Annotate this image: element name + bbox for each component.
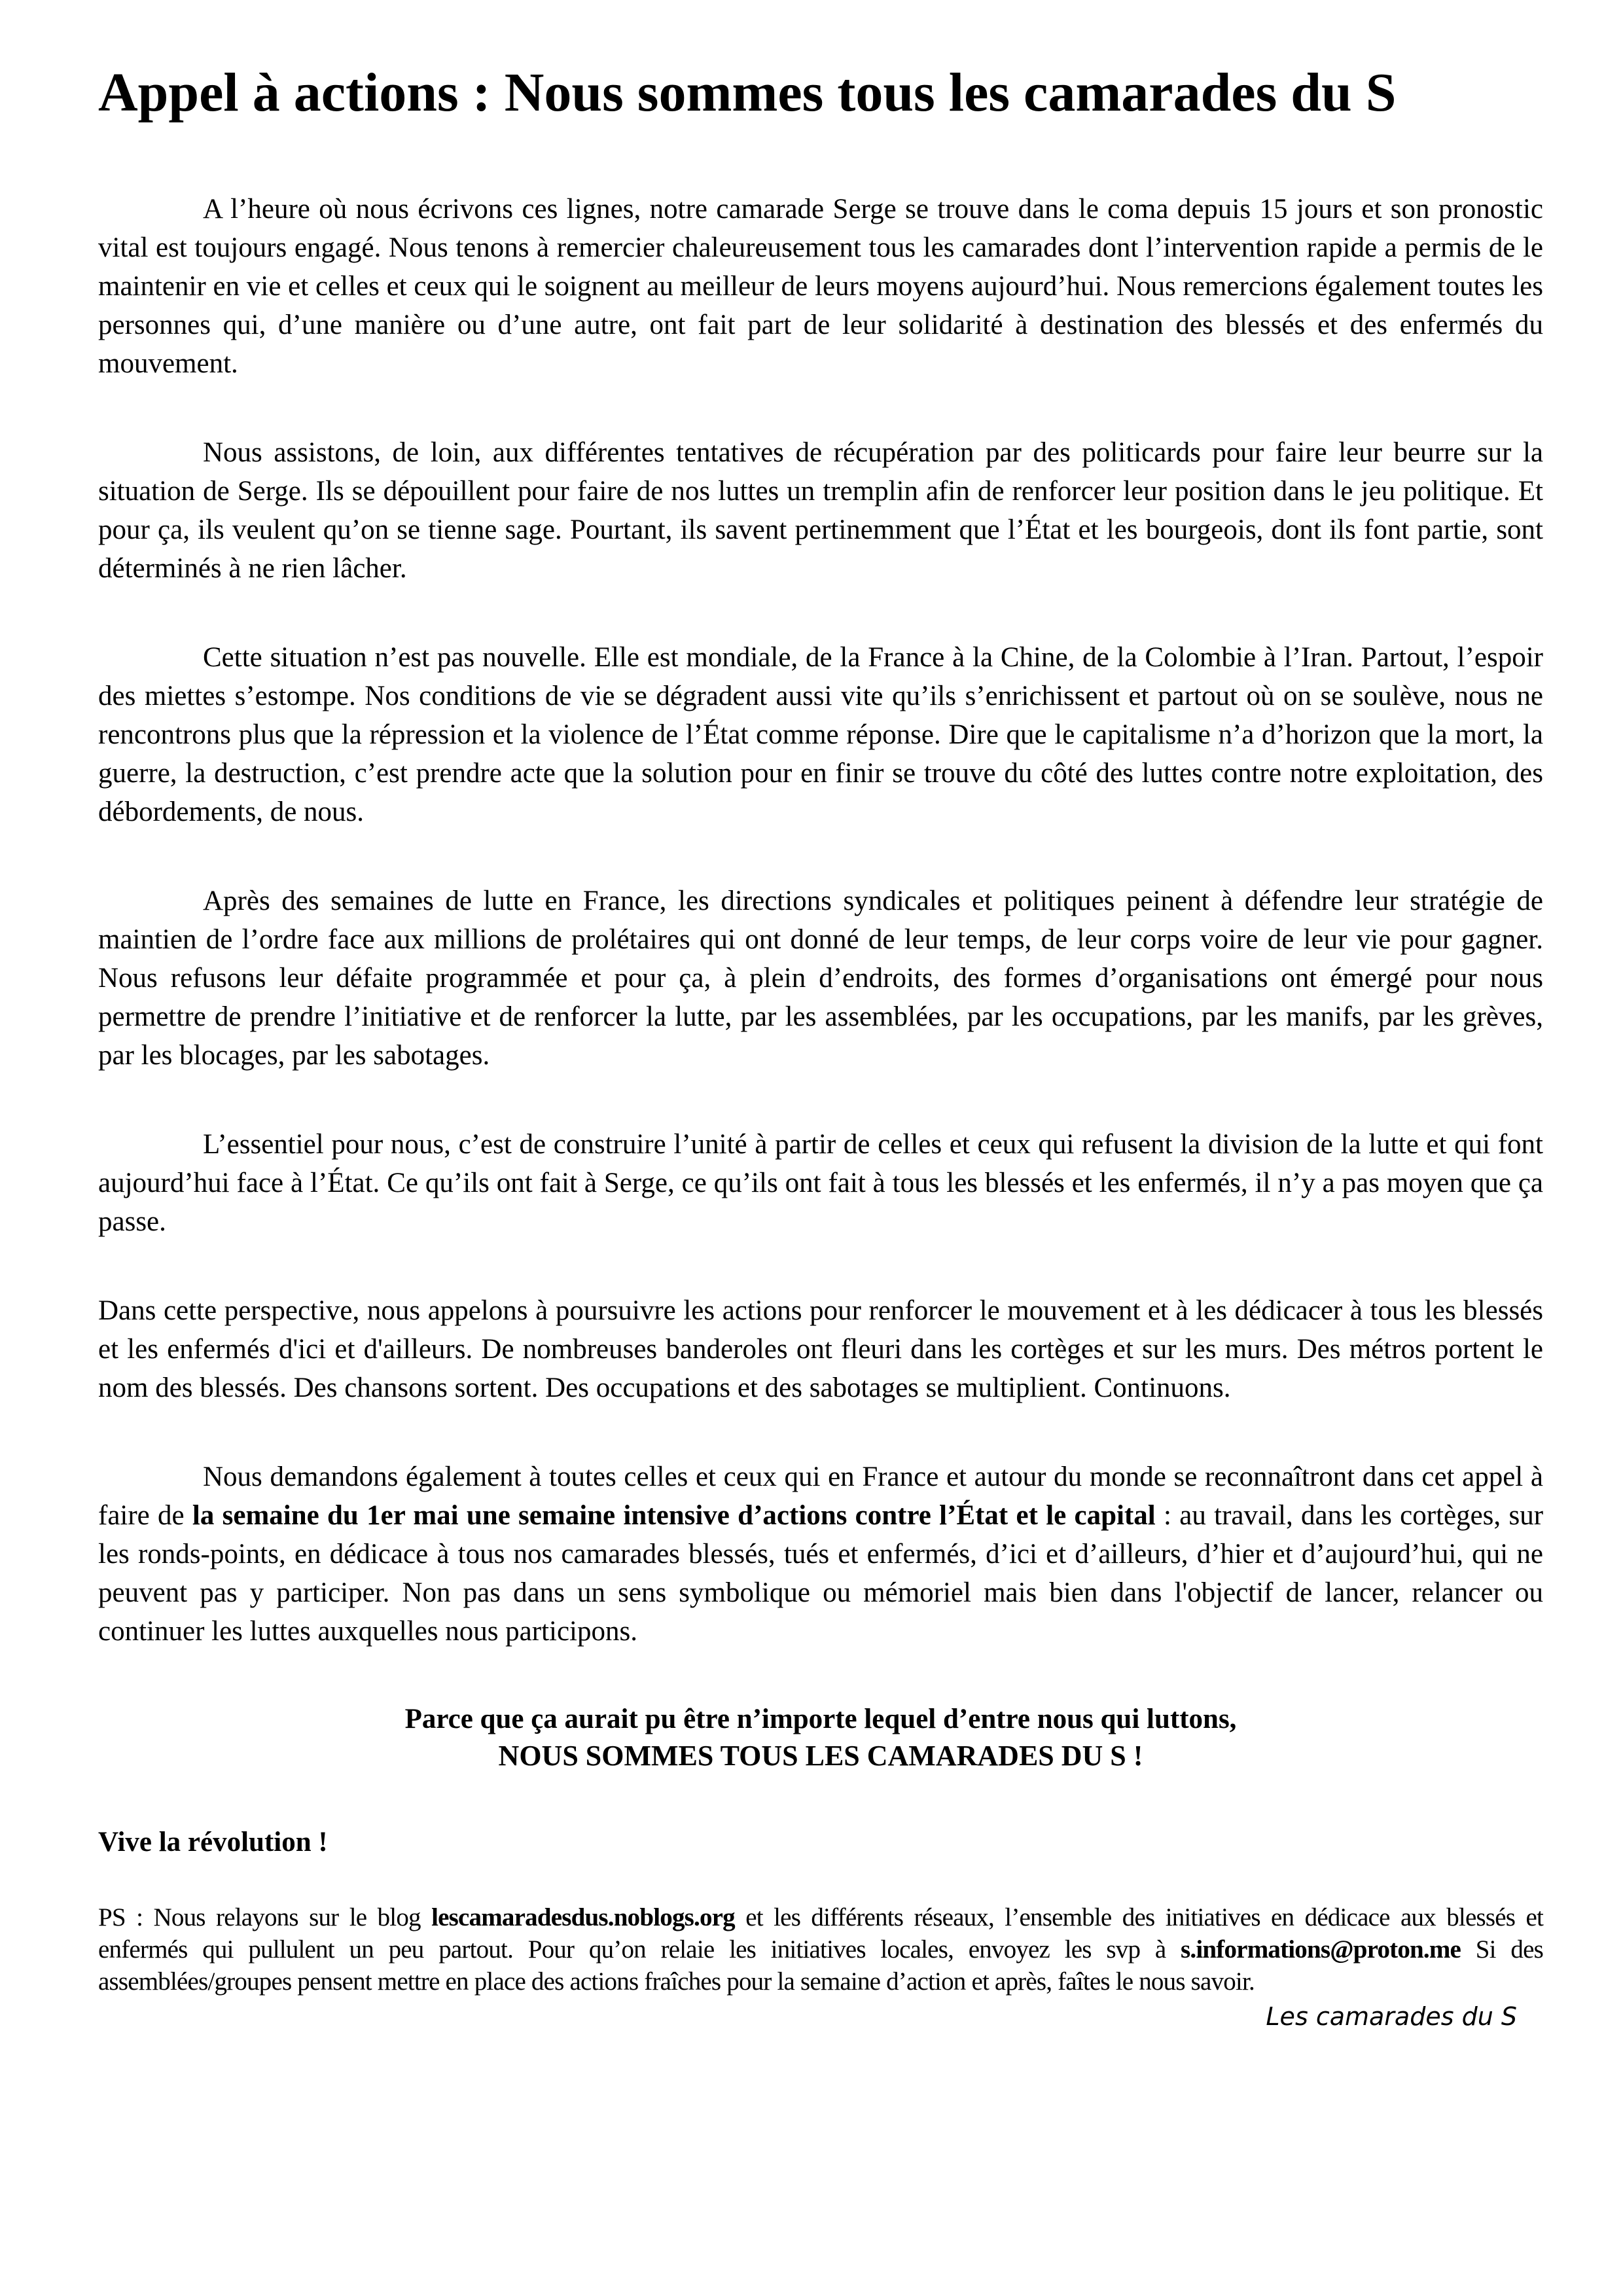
paragraph-politicards: Nous assistons, de loin, aux différentes tentatives de récupération par des politicards pour faire leur beurre sur la situation de Serge. Ils se dépouillent pour faire de nos luttes un tremplin afin de renforcer leur position dans le jeu politique. Et pour ça, ils veulent qu’on se tienne sage. Pourtant, ils savent pertinemment que l’État et les bourgeois, dont ils font partie, sont déterminés à ne rien lâcher.	[98, 437, 1543, 584]
closing-slogan: Vive la révolution !	[98, 1827, 328, 1857]
call-text-after: : au travail, dans les cortèges, sur les ronds-points, en dédicace à tous nos camarades blessés, tués et enfermés, d’ici et d’ailleurs, d’hier et d’aujourd’hui, qui ne peuvent pas y participer. Non pas dans un sens symbolique ou mémoriel mais bien dans l'objectif de lancer, relancer ou continuer les luttes auxquelles nous participons.	[98, 1500, 1544, 1647]
contact-email[interactable]: s.informations@proton.me	[1181, 1935, 1461, 1964]
postscript	[98, 1901, 1543, 1998]
ps-middle: et les différents réseaux, l’ensemble des initiatives en dédicace aux blessés et enfermés qui pullulent un peu partout. Pour qu’on relaie les initiatives locales, envoyez les svp à	[98, 1903, 1544, 1964]
ps-prefix: PS : Nous relayons sur le blog	[98, 1903, 432, 1931]
paragraph-directions-syndicales: Après des semaines de lutte en France, les directions syndicales et politiques peinent à défendre leur stratégie de maintien de l’ordre face aux millions de prolétaires qui ont donné de leur temps, de leur corps voire de leur vie pour gagner. Nous refusons leur défaite programmée et pour ça, à plein d’endroits, des formes d’organisations ont émergé pour nous permettre de prendre l’initiative et de renforcer la lutte, par les assemblées, par les occupations, par les manifs, par les grèves, par les blocages, par les sabotages.	[98, 886, 1543, 1071]
call-text-bold: la semaine du 1er mai une semaine intensive d’actions contre l’État et le capital	[192, 1500, 1156, 1531]
document-page	[98, 60, 1543, 2033]
ps-suffix: Si des assemblées/groupes pensent mettre en place des actions fraîches pour la semaine d’action et après, faîtes le nous savoir.	[98, 1935, 1543, 1996]
slogan-block	[98, 1701, 1543, 1774]
blog-link[interactable]: lescamaradesdus.noblogs.org	[431, 1903, 735, 1931]
slogan-line-1: Parce que ça aurait pu être n’importe lequel d’entre nous qui luttons,	[404, 1704, 1237, 1734]
paragraph-appel-1er-mai	[98, 1458, 1543, 1651]
signature: Les camarades du S	[1266, 2002, 1517, 2031]
paragraph-unite: L’essentiel pour nous, c’est de construire l’unité à partir de celles et ceux qui refusent la division de la lutte et qui font aujourd’hui face à l’État. Ce qu’ils ont fait à Serge, ce qu’ils ont fait à tous les blessés et les enfermés, il n’y a pas moyen que ça passe.	[98, 1129, 1543, 1237]
paragraph-situation-mondiale: Cette situation n’est pas nouvelle. Elle est mondiale, de la France à la Chine, de la Colombie à l’Iran. Partout, l’espoir des miettes s’estompe. Nos conditions de vie se dégradent aussi vite qu’ils s’enrichissent et partout où on se soulève, nous ne rencontrons plus que la répression et la violence de l’État comme réponse. Dire que le capitalisme n’a d’horizon que la mort, la guerre, la destruction, c’est prendre acte que la solution pour en finir se trouve du côté des luttes contre notre exploitation, des débordements, de nous.	[98, 642, 1543, 827]
call-text-before: Nous demandons également à toutes celles et ceux qui en France et autour du monde se reconnaîtront dans cet appel à faire de	[98, 1462, 1543, 1531]
page-title: Appel à actions : Nous sommes tous les camarades du S	[98, 62, 1397, 123]
paragraph-serge-coma: A l’heure où nous écrivons ces lignes, notre camarade Serge se trouve dans le coma depuis 15 jours et son pronostic vital est toujours engagé. Nous tenons à remercier chaleureusement tous les camarades dont l’intervention rapide a permis de le maintenir en vie et celles et ceux qui le soignent au meilleur de leurs moyens aujourd’hui. Nous remercions également toutes les personnes qui, d’une manière ou d’une autre, ont fait part de leur solidarité à destination des blessés et des enfermés du mouvement.	[98, 194, 1543, 379]
document-body	[98, 190, 1543, 1651]
slogan-line-2: NOUS SOMMES TOUS LES CAMARADES DU S !	[498, 1740, 1143, 1772]
paragraph-perspective: Dans cette perspective, nous appelons à poursuivre les actions pour renforcer le mouvement et à les dédicacer à tous les blessés et les enfermés d'ici et d'ailleurs. De nombreuses banderoles ont fleuri dans les cortèges et sur les murs. Des métros portent le nom des blessés. Des chansons sortent. Des occupations et des sabotages se multiplient. Continuons.	[98, 1295, 1543, 1403]
